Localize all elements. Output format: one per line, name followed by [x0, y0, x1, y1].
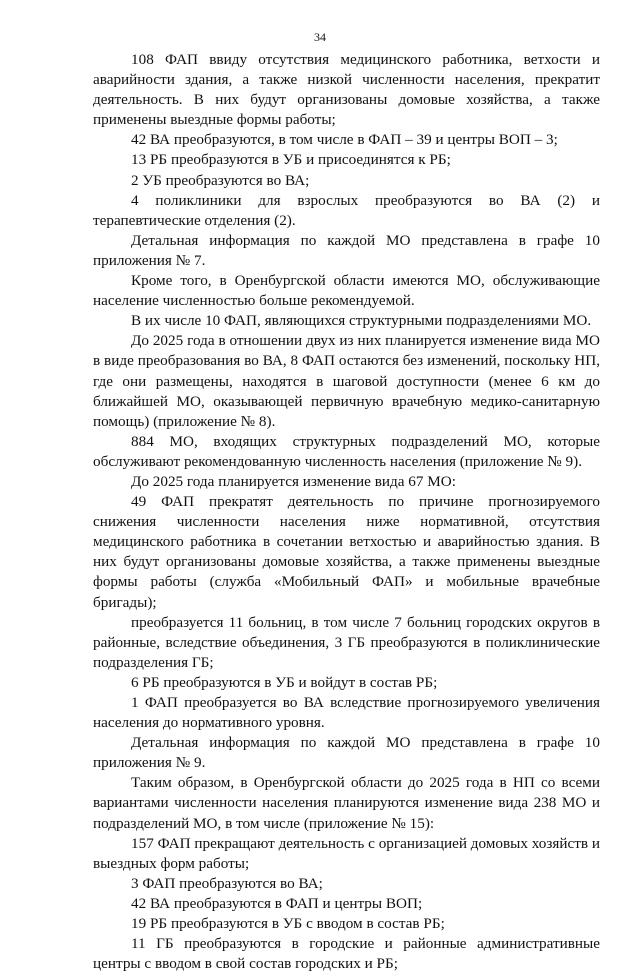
paragraph: 49 ФАП прекратят деятельность по причине прогнозируемого снижения численности населения ниже нормативной, отсутствия медицинского работника в сочетании ветхостью и аварийностью здания. В них будут организованы домовые хозяйства, а также применены выездные формы работы (служба «Мобильный ФАП» и мобильные врачебные бригады);: [93, 493, 600, 611]
paragraph: 157 ФАП прекращают деятельность с организацией домовых хозяйств и выездных форм работы;: [93, 834, 600, 872]
paragraph: Таким образом, в Оренбургской области до 2025 года в НП со всеми вариантами численности населения планируются изменение вида 238 МО и подразделений МО, в том числе (приложение № 15):: [93, 774, 600, 832]
paragraph: До 2025 года в отношении двух из них планируется изменение вида МО в виде преобразования во ВА, 8 ФАП остаются без изменений, поскольку НП, где они размещены, находятся в шаговой доступности (менее 6 км до ближайшей МО, оказывающей первичную врачебную медико-санитарную помощь) (приложение № 8).: [93, 332, 600, 430]
paragraph: 13 РБ преобразуются в УБ и присоединятся к РБ;: [131, 151, 451, 169]
paragraph: 884 МО, входящих структурных подразделений МО, которые обслуживают рекомендованную численность населения (приложение № 9).: [93, 432, 600, 470]
paragraph: 2 УБ преобразуются во ВА;: [131, 171, 310, 189]
paragraph: преобразуется 11 больниц, в том числе 7 больниц городских округов в районные, вследствие объединения, 3 ГБ преобразуются в поликлинические подразделения ГБ;: [93, 613, 600, 671]
paragraph: 108 ФАП ввиду отсутствия медицинского работника, ветхости и аварийности здания, а также низкой численности населения, прекратит деятельность. В них будут организованы домовые хозяйства, а также применены выездные формы работы;: [93, 51, 600, 129]
paragraph: Детальная информация по каждой МО представлена в графе 10 приложения № 9.: [93, 734, 600, 772]
paragraph: Кроме того, в Оренбургской области имеются МО, обслуживающие население численностью больше рекомендуемой.: [93, 272, 600, 310]
page-number: 34: [314, 30, 326, 44]
paragraph: 6 РБ преобразуются в УБ и войдут в состав РБ;: [131, 673, 438, 691]
paragraph: 11 ГБ преобразуются в городские и районные административные центры с вводом в свой состав городских и РБ;: [93, 935, 600, 973]
paragraph: В их числе 10 ФАП, являющихся структурными подразделениями МО.: [131, 312, 592, 330]
paragraph: 4 поликлиники для взрослых преобразуются во ВА (2) и терапевтические отделения (2).: [93, 191, 600, 229]
paragraph: 19 РБ преобразуются в УБ с вводом в состав РБ;: [131, 915, 445, 933]
paragraph: Детальная информация по каждой МО представлена в графе 10 приложения № 7.: [93, 231, 600, 269]
document-body: [93, 50, 600, 974]
paragraph: 3 ФАП преобразуются во ВА;: [131, 874, 323, 892]
paragraph: 42 ВА преобразуются в ФАП и центры ВОП;: [131, 894, 423, 912]
paragraph: 42 ВА преобразуются, в том числе в ФАП – 39 и центры ВОП – 3;: [131, 131, 558, 149]
paragraph: 1 ФАП преобразуется во ВА вследствие прогнозируемого увеличения населения до нормативного уровня.: [93, 694, 600, 732]
paragraph: До 2025 года планируется изменение вида 67 МО:: [131, 472, 456, 490]
